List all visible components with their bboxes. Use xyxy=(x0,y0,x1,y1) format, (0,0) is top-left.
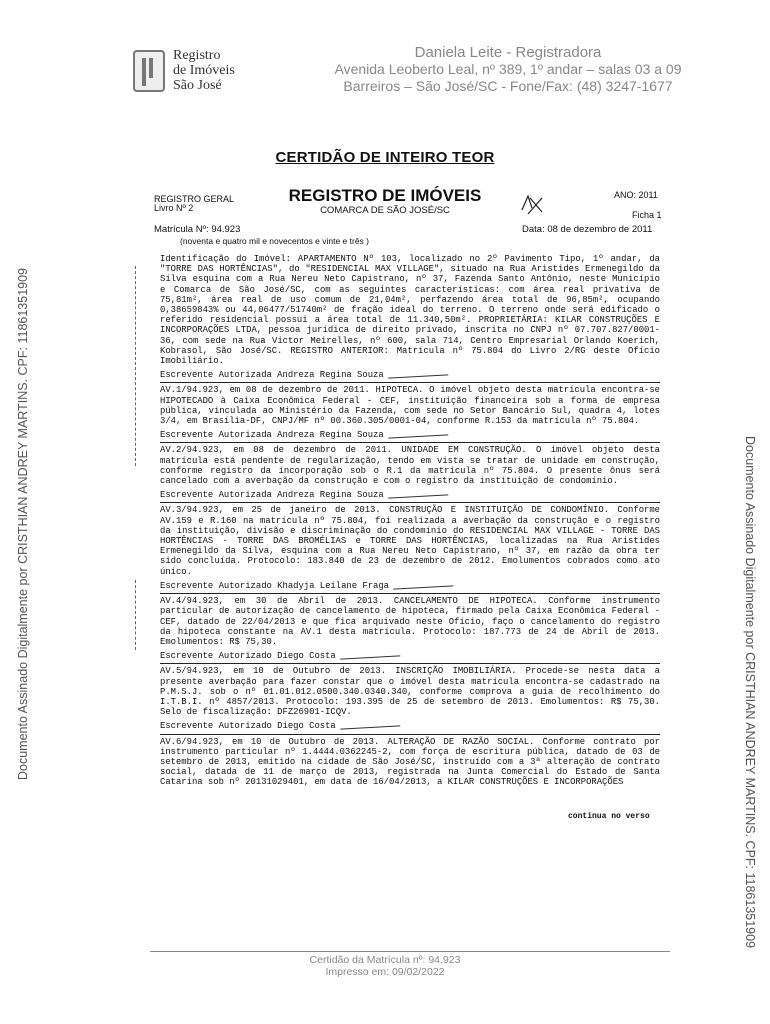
signer-name: Escrevente Autorizado Diego Costa xyxy=(160,721,336,732)
ficha-label: Ficha 1 xyxy=(632,210,662,220)
continua-no-verso: continua no verso xyxy=(568,812,650,821)
handwritten-signature xyxy=(387,365,447,379)
signer-name: Escrevente Autorizada Andreza Regina Souza xyxy=(160,430,384,441)
entry-text: Identificação do Imóvel: APARTAMENTO Nº 103, localizado no 2º Pavimento Tipo, 1º andar, da "TORRE DAS HORTÊNCIAS", do "RESIDENCIAL MAX VILLAGE", situado na Rua Aristides Ermenegildo da Silva esquina com a Rua Nereu Neto Capistrano, nº 37, Fazenda Santo Antônio, neste Município e Comarca de São José/SC, com as seguintes características: com área real privativa de 75,81m², área real de uso comum de 21,04m², perfazendo área total de 96,85m², ocupando 0,38659843% ou 44,06477/51740m² de fração ideal do terreno. O terreno onde será edificado o referido residencial possui a área total de 11.340,50m². PROPRIETÁRIA: KILAR CONSTRUÇÕES E INCORPORAÇÕES LTDA, pessoa jurídica de direito privado, inscrita no CNPJ nº 07.707.827/0001-36, com sede na Rua Victor Meirelles, nº 600, sala 714, Centro Empresarial Orlando Koerich, Kobrasol, São José/SC. REGISTRO ANTERIOR: Matrícula nº 75.804 do Livro 2/RG deste Ofício Imobiliário. xyxy=(160,254,660,367)
matricula-extenso: (noventa e quatro mil e novecentos e vinte e três ) xyxy=(180,236,369,246)
entry-text: AV.1/94.923, em 08 de dezembro de 2011. HIPOTECA. O imóvel objeto desta matrícula encontra-se HIPOTECADO à Caixa Econômica Federal - CEF, instituição financeira sob a forma de empresa pública, vinculada ao Ministério da Fazenda, com sede no Setor Bancário Sul, quadra 4, lotes 3/4, em Brasília-DF, CNPJ/MF nº 00.360.305/0001-04, conforme R.153 da matrícula nº 75.804. xyxy=(160,385,660,427)
matricula-number: Matrícula Nº: 94.923 xyxy=(154,224,241,235)
office-city: Barreiros – São José/SC - Fone/Fax: (48) 3247-1677 xyxy=(343,78,673,94)
digital-signature-right: Documento Assinado Digitalmente por CRISTHIAN ANDREY MARTINS. CPF: 11861351909 xyxy=(743,436,757,949)
registry-entry xyxy=(160,593,660,661)
office-address: Avenida Leoberto Leal, nº 389, 1º andar – salas 03 a 09 xyxy=(334,61,682,77)
registro-geral-label: REGISTRO GERAL xyxy=(154,194,235,204)
registry-entry xyxy=(160,502,660,591)
handwritten-signature xyxy=(393,575,453,589)
entry-text: AV.5/94.923, em 10 de Outubro de 2013. INSCRIÇÃO IMOBILIÁRIA. Procede-se nesta data a presente averbação para fazer constar que o imóvel desta matrícula encontra-se cadastrado na P.M.S.J. sob o nº 01.01.012.0500.340.0340.340, conforme comprova a guia de recolhimento do I.T.B.I. nº 4857/2013. Protocolo: 193.395 de 25 de setembro de 2013. Emolumentos: R$ 75,30. Selo de fiscalização: DFZ26901-ICQV. xyxy=(160,666,660,718)
matricula-date: Data: 08 de dezembro de 2011 xyxy=(522,224,653,235)
logo-line-1: Registro xyxy=(173,48,221,63)
registry-logo xyxy=(133,48,235,93)
signer-name: Escrevente Autorizada Andreza Regina Souza xyxy=(160,370,384,381)
entry-text: AV.6/94.923, em 10 de Outubro de 2013. ALTERAÇÃO DE RAZÃO SOCIAL. Conforme contrato por instrumento particular nº 1.4444.0362245-2, com força de escritura pública, datado de 03 de setembro de 2013, emitido na cidade de São José/SC, instruído com a 3ª alteração de contrato social, datada de 11 de março de 2013, registrada na Junta Comercial do Estado de Santa Catarina sob nº 20131029401, em data de 16/04/2013, a KILAR CONSTRUÇÕES E INCORPORAÇÕES xyxy=(160,736,660,788)
margin-mark xyxy=(135,266,136,466)
signer-name: Escrevente Autorizado Diego Costa xyxy=(160,651,336,662)
ano-label: ANO: 2011 xyxy=(614,190,658,200)
entry-text: AV.3/94.923, em 25 de janeiro de 2013. CONSTRUÇÃO E INSTITUIÇÃO DE CONDOMÍNIO. Conforme AV.159 e R.160 na matrícula nº 75.804, foi realizada a averbação da construção e o registro da instituição, divisão e discriminação do condomínio do RESIDENCIAL MAX VILLAGE - TORRE DAS HORTÊNCIAS - TORRE DAS BROMÉLIAS e TORRE DAS HORTÊNCIAS, localizadas na Rua Aristides Ermenegildo da Silva, esquina com a Rua Nereu Neto Capistrano, nº 37, em razão da obra ter sido concluída. Protocolo: 183.840 de 23 de dezembro de 2012. Emolumentos cobrados como ato único. xyxy=(160,505,660,577)
entry-signer xyxy=(160,426,660,440)
logo-line-2: de Imóveis xyxy=(173,63,235,78)
entry-signer xyxy=(160,717,660,731)
entry-signer xyxy=(160,577,660,591)
entry-signer xyxy=(160,366,660,380)
digital-signature-left: Documento Assinado Digitalmente por CRISTHIAN ANDREY MARTINS. CPF: 11861351909 xyxy=(16,267,30,781)
comarca-label: COMARCA DE SÃO JOSÉ/SC xyxy=(320,205,450,216)
handwritten-signature xyxy=(387,425,447,439)
registry-entry xyxy=(160,442,660,500)
footer-divider xyxy=(150,951,670,952)
livro-label: Livro Nº 2 xyxy=(154,203,194,213)
footer-certidao: Certidão da Matrícula nº: 94.923 xyxy=(309,954,461,966)
entry-text: AV.2/94.923, em 08 de dezembro de 2011. UNIDADE EM CONSTRUÇÃO. O imóvel objeto desta matrícula está pendente de regularização, tendo em vista se tratar de unidade em construção, conforme registro da incorporação sob o R.1 da matrícula nº 75.804. O presente ônus será cancelado com a averbação da construção e com o registro da instituição de condomínio. xyxy=(160,445,660,487)
entry-text: AV.4/94.923, em 30 de Abril de 2013. CANCELAMENTO DE HIPOTECA. Conforme instrumento particular de autorização de cancelamento de hipoteca, firmado pela Caixa Econômica Federal - CEF, datado de 22/04/2013 e que fica arquivado neste Ofício, faço o cancelamento do registro da hipoteca constante na AV.1 desta matrícula. Protocolo: 187.773 de 24 de Abril de 2013. Emolumentos: R$ 75,30. xyxy=(160,596,660,647)
certificate-title: CERTIDÃO DE INTEIRO TEOR xyxy=(275,149,495,166)
logo-icon xyxy=(133,50,165,92)
signer-name: Escrevente Autorizado Khadyja Leilane Fraga xyxy=(160,580,390,591)
footer xyxy=(0,954,770,978)
entry-signer xyxy=(160,647,660,661)
footer-impresso: Impresso em: 09/02/2022 xyxy=(325,966,445,978)
signer-name: Escrevente Autorizada Andreza Regina Souza xyxy=(160,490,384,501)
entry-signer xyxy=(160,486,660,500)
registry-title: REGISTRO DE IMÓVEIS xyxy=(288,186,482,205)
office-header xyxy=(318,44,698,95)
matricula-entries xyxy=(160,250,660,788)
handwritten-signature xyxy=(340,716,400,730)
handwritten-signature xyxy=(340,646,400,660)
initials-mark xyxy=(518,192,548,216)
handwritten-signature xyxy=(387,485,447,499)
margin-mark xyxy=(135,580,136,650)
logo-line-3: São José xyxy=(173,78,222,93)
registry-entry xyxy=(160,252,660,380)
registry-entry xyxy=(160,663,660,731)
registry-entry xyxy=(160,382,660,440)
office-name: Daniela Leite - Registradora xyxy=(414,44,602,61)
registry-entry xyxy=(160,734,660,788)
